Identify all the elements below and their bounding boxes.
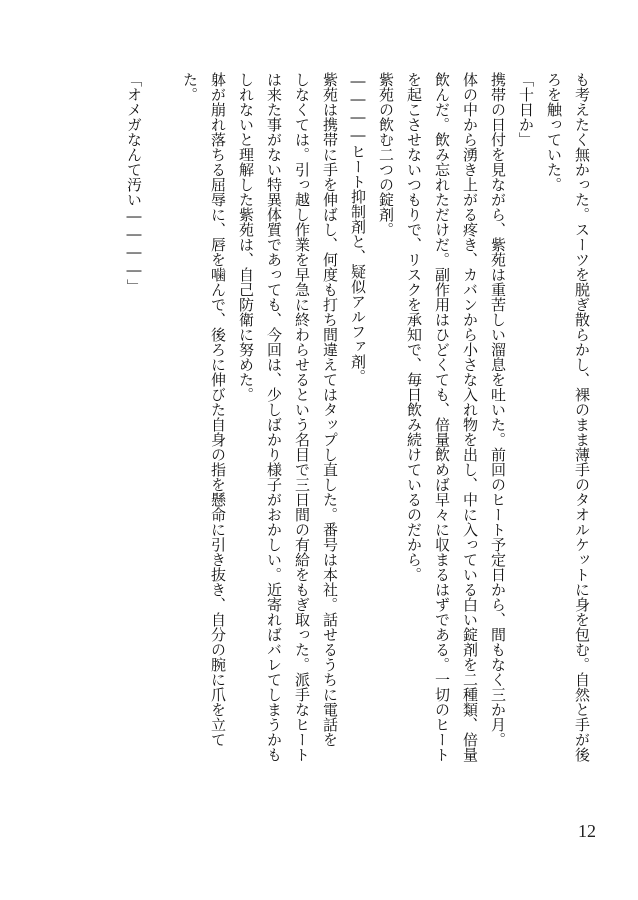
text-line: 紫苑の飲む二つの錠剤。	[377, 72, 395, 237]
vertical-text-block	[122, 72, 592, 832]
text-line: 飲んだ。飲み忘れただけだ。副作用はひどくても、倍量飲めば早々に収まるはずである。一切のヒート	[433, 72, 451, 762]
text-line: ろを触っていた。	[545, 72, 563, 192]
text-line: 携帯の日付を見ながら、紫苑は重苦しい溜息を吐いた。前回のヒート予定日から、間もなく三か月。	[489, 72, 507, 747]
text-line: しれないと理解した紫苑は、自己防衛に努めた。	[237, 72, 255, 402]
text-line: 体の中から湧き上がる疼き、カバンから小さな入れ物を出し、中に入っている白い錠剤を二種類、倍量	[461, 72, 479, 762]
text-line: た。	[181, 72, 199, 102]
text-line: 「十日か」	[517, 72, 535, 147]
text-line: も考えたく無かった。スーツを脱ぎ散らかし、裸のまま薄手のタオルケットに身を包む。自然と手が後	[573, 72, 591, 762]
text-line: 「オメガなんて汚い――――」	[125, 72, 143, 294]
text-line: しなくては。引っ越し作業を早急に終わらせるという名目で三日間の有給をもぎ取った。派手なヒート	[293, 72, 311, 762]
text-line: は来た事がない特異体質であっても、今回は、少しばかり様子がおかしい。近寄ればバレてしまうかも	[265, 72, 283, 762]
text-line: ――――ヒート抑制剤と、疑似アルファ剤。	[349, 72, 367, 384]
text-line: 紫苑は携帯に手を伸ばし、何度も打ち間違えてはタップし直した。番号は本社。話せるうちに電話を	[321, 72, 339, 747]
text-line: を起こさせないつもりで、リスクを承知で、毎日飲み続けているのだから。	[405, 72, 423, 582]
page-number: 12	[578, 821, 596, 841]
blank-line	[152, 72, 172, 832]
text-line: 躰が崩れ落ちる屈辱に、唇を噛んで、後ろに伸びた自身の指を懸命に引き抜き、自分の腕に爪を立て	[209, 72, 227, 747]
